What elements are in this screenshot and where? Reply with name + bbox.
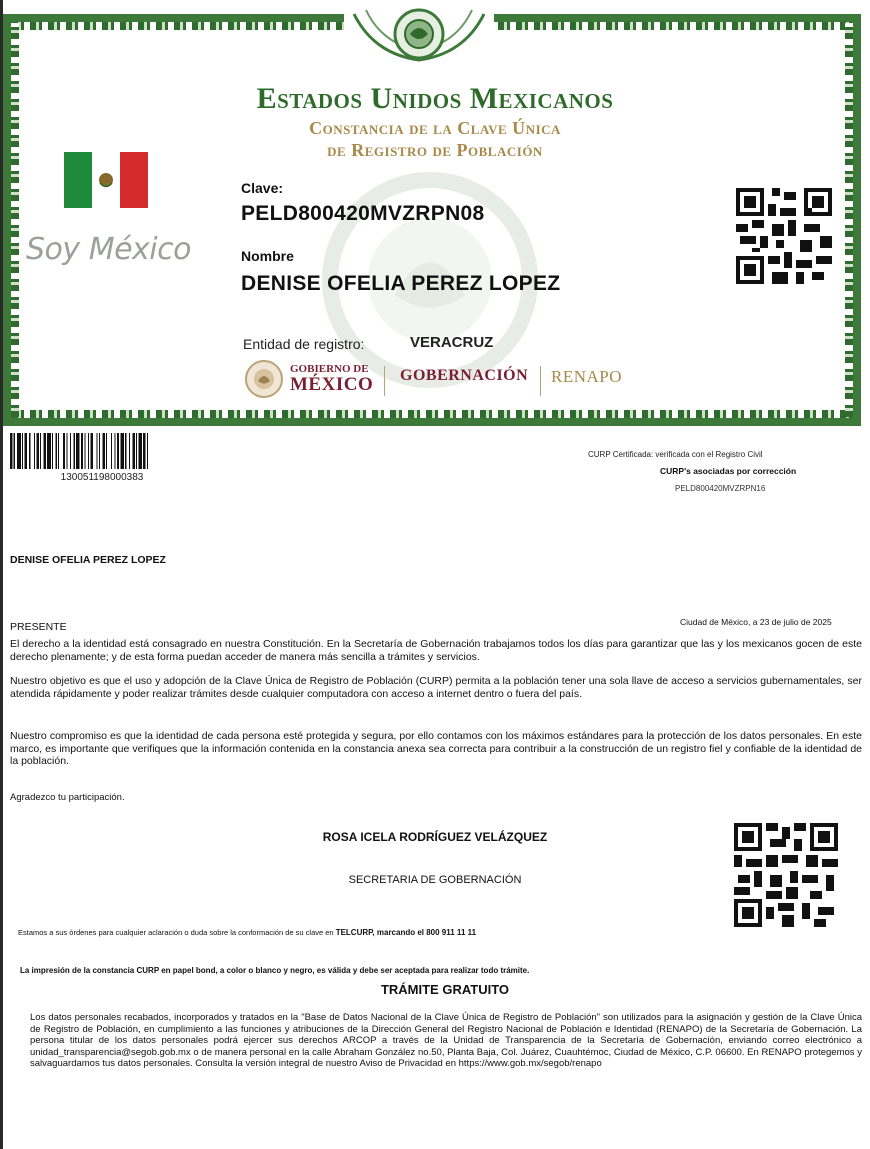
greek-border-bottom xyxy=(12,410,852,418)
curp-asociadas-label: CURP's asociadas por corrección xyxy=(660,466,797,476)
nombre-value: DENISE OFELIA PEREZ LOPEZ xyxy=(241,272,561,295)
logo-divider xyxy=(384,366,385,396)
signer-title: SECRETARIA DE GOBERNACIÓN xyxy=(348,874,522,886)
telcurp-contact xyxy=(18,928,476,937)
logo-divider xyxy=(540,366,541,396)
barcode-icon xyxy=(10,433,194,469)
nombre-label: Nombre xyxy=(241,248,294,264)
gobierno-logo-line1: GOBIERNO DE xyxy=(290,363,369,375)
tramite-gratuito: TRÁMITE GRATUITO xyxy=(380,982,510,997)
country-title: Estados Unidos Mexicanos xyxy=(256,82,614,115)
mexican-flag-icon xyxy=(64,152,148,208)
letter-paragraph: Nuestro compromiso es que la identidad de cada persona esté protegida y segura, por ello contamos con los máximos estándares para la protección de los datos personales. En este marco, es importante que verifiques que la información contenida en la constancia anexa sea correcta para contribuir a la construcción de un registro fiel y confiable de la identidad de la población. xyxy=(10,730,862,767)
letter-recipient: DENISE OFELIA PEREZ LOPEZ xyxy=(10,554,166,566)
entidad-label: Entidad de registro: xyxy=(243,336,365,352)
letter-thanks: Agradezco tu participación. xyxy=(10,792,125,803)
letter-paragraph: El derecho a la identidad está consagrado en nuestra Constitución. En la Secretaría de Gobernación trabajamos todos los días para garantizar que las y los mexicanos gocen de este derecho plenamente; y de esta forma puedan acceder de manera más sencilla a trámites y servicios. xyxy=(10,638,862,663)
qr-code-icon xyxy=(734,823,838,927)
signer-name: ROSA ICELA RODRÍGUEZ VELÁZQUEZ xyxy=(322,830,548,844)
curp-asociada-value: PELD800420MVZRPN16 xyxy=(675,484,766,493)
gobierno-logo-line2: MÉXICO xyxy=(290,374,374,395)
letter-place-date: Ciudad de México, a 23 de julio de 2025 xyxy=(680,617,832,627)
curp-certificada-status: CURP Certificada: verificada con el Registro Civil xyxy=(588,450,763,459)
certificate-subtitle-line1: Constancia de la Clave Única xyxy=(309,118,561,138)
qr-code-icon xyxy=(736,188,832,284)
letter-presente: PRESENTE xyxy=(10,621,67,633)
soy-mexico-slogan: Soy México xyxy=(26,232,191,267)
gobierno-seal-icon xyxy=(245,360,283,398)
privacy-notice: Los datos personales recabados, incorporados y tratados en la "Base de Datos Nacional de la Clave Única de Registro de Población" son utilizados para la asignación y gestión de la Clave Única de Registro de Población, en cumplimiento a las funciones y atribuciones de la Dirección General del Registro Nacional de Población e Identidad (RENAPO) de la Secretaría de Gobernación. La persona titular de los datos personales podrá ejercer sus derechos ARCOP a través de la Unidad de Transparencia de la Secretaría de Gobernación, enviando correo electrónico a unidad_transparencia@segob.gob.mx o de manera personal en la calle Abraham González no.50, Planta Baja, Col. Juárez, Cuauhtémoc, Ciudad de México, C.P. 06600. En RENAPO protegemos y salvaguardamos tus datos personales. Consulta la versión integral de nuestro Aviso de Privacidad en https://www.gob.mx/segob/renapo xyxy=(30,1012,862,1069)
printing-notice: La impresión de la constancia CURP en papel bond, a color o blanco y negro, es válida y debe ser aceptada para realizar todo trámite. xyxy=(20,966,530,975)
entidad-value: VERACRUZ xyxy=(410,334,494,351)
telcurp-phone: TELCURP, marcando el 800 911 11 11 xyxy=(335,928,477,937)
clave-value: PELD800420MVZRPN08 xyxy=(241,202,485,225)
barcode-number: 130051198000383 xyxy=(60,472,144,483)
clave-label: Clave: xyxy=(241,180,284,196)
certificate-subtitle-line2: de Registro de Población xyxy=(327,140,543,160)
national-crest-icon xyxy=(344,4,494,64)
letter-paragraph: Nuestro objetivo es que el uso y adopción de la Clave Única de Registro de Población (CURP) permita a la población tener una sola llave de acceso a servicios gubernamentales, ser atendida rápidamente y poder realizar trámites desde cualquier computadora con acceso a internet dentro o fuera del país. xyxy=(10,675,862,700)
renapo-logo: RENAPO xyxy=(551,367,623,386)
telcurp-contact-text: Estamos a sus órdenes para cualquier aclaración o duda sobre la conformación de su clave en xyxy=(18,928,336,937)
gobernacion-logo: GOBERNACIÓN xyxy=(400,367,529,384)
